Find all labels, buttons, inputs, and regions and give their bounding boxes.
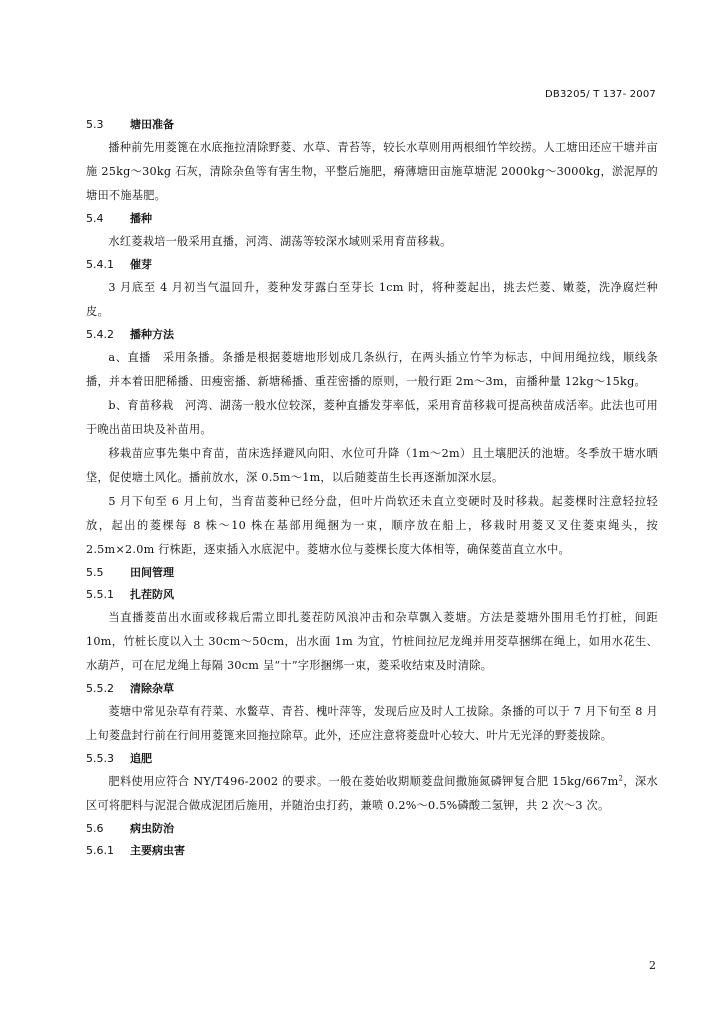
section-title: 播种方法 xyxy=(130,328,174,341)
section-heading xyxy=(86,254,658,276)
section-heading xyxy=(86,748,658,770)
section-heading xyxy=(86,562,658,584)
section-number: 5.4 xyxy=(86,212,104,225)
section-title: 播种 xyxy=(130,212,152,225)
section-number: 5.3 xyxy=(86,118,104,131)
text-run: 肥料使用应符合 NY/T496-2002 的要求。一般在菱始收期顺菱盘间撒施氮磷钾复合肥 15kg/667m xyxy=(108,775,619,788)
section-title: 清除杂草 xyxy=(130,682,174,695)
section-number: 5.5.3 xyxy=(86,752,114,765)
section-heading xyxy=(86,584,658,606)
section-title: 病虫防治 xyxy=(130,822,174,835)
section-number: 5.5.2 xyxy=(86,682,114,695)
section-heading xyxy=(86,840,658,862)
text-run: ，深水区可将肥料与泥混合做成泥团后施用，并随治虫打药，兼喷 0.2%～0.5%磷酸二氢钾，共 2 次～3 次。 xyxy=(86,775,658,812)
section-title: 主要病虫害 xyxy=(130,844,185,857)
paragraph: 5 月下旬至 6 月上旬，当育苗菱种已经分盘，但叶片尚软还未直立变硬时及时移栽。起菱棵时注意轻拉轻放，起出的菱棵每 8 株～10 株在基部用绳捆为一束，顺序放在船上，移栽时用菱叉叉住菱束绳头，按 2.5m×2.0m 行株距，逐束插入水底泥中。菱塘水位与菱棵长度大体相等，确保菱苗直立水中。 xyxy=(86,495,658,556)
section-number: 5.5.1 xyxy=(86,588,114,601)
paragraph: 当直播菱苗出水面或移栽后需立即扎菱茬防风浪冲击和杂草飘入菱塘。方法是菱塘外围用毛竹打桩，间距 10m，竹桩长度以入土 30cm～50cm，出水面 1m 为宜，竹桩间拉尼龙绳并用茭草捆绑在绳上，如用水花生、水葫芦，可在尼龙绳上每隔 30cm 呈“十”字形捆绑一束，菱采收结束及时清除。 xyxy=(86,611,658,672)
paragraph xyxy=(86,770,658,818)
paragraph: 移栽苗应事先集中育苗，苗床选择避风向阳、水位可升降（1m～2m）且土壤肥沃的池塘。冬季放干塘水晒垡，促使塘土风化。播前放水，深 0.5m～1m，以后随菱苗生长再逐渐加深水层。 xyxy=(86,447,658,484)
page-number: 2 xyxy=(649,959,656,972)
section-number: 5.4.1 xyxy=(86,258,114,271)
section-heading xyxy=(86,114,658,136)
paragraph: 水红菱栽培一般采用直播，河湾、湖荡等较深水域则采用育苗移栽。 xyxy=(108,235,452,248)
section-title: 催芽 xyxy=(130,258,152,271)
section-number: 5.5 xyxy=(86,566,104,579)
standard-number: DB3205/ T 137- 2007 xyxy=(545,89,656,100)
section-heading xyxy=(86,208,658,230)
section-number: 5.4.2 xyxy=(86,328,114,341)
superscript: 2 xyxy=(618,774,624,783)
section-number: 5.6 xyxy=(86,822,104,835)
paragraph: b、育苗移栽 河湾、湖荡一般水位较深，菱种直播发芽率低，采用育苗移栽可提高秧苗成活率。此法也可用于晚出苗田块及补苗用。 xyxy=(86,399,658,436)
document-body xyxy=(86,114,658,862)
section-heading xyxy=(86,818,658,840)
section-title: 塘田准备 xyxy=(130,118,174,131)
paragraph: 3 月底至 4 月初当气温回升，菱种发芽露白至芽长 1cm 时，将种菱起出，挑去烂菱、嫩菱，洗净腐烂种皮。 xyxy=(86,281,658,318)
section-heading xyxy=(86,678,658,700)
paragraph: 菱塘中常见杂草有荇菜、水鳖草、青苔、槐叶萍等，发现后应及时人工拔除。条播的可以于 7 月下旬至 8 月上旬菱盘封行前在行间用菱篦来回拖拉除草。此外，还应注意将菱盘叶心较大、叶片无光泽的野菱拔除。 xyxy=(86,705,658,742)
paragraph: 播种前先用菱篦在水底拖拉清除野菱、水草、青苔等，较长水草则用两根细竹竿绞捞。人工塘田还应干塘并亩施 25kg～30kg 石灰，清除杂鱼等有害生物，平整后施肥，瘠薄塘田亩施草塘泥 2000kg～3000kg，淤泥厚的塘田不施基肥。 xyxy=(86,141,658,202)
section-title: 田间管理 xyxy=(130,566,174,579)
section-title: 扎茬防风 xyxy=(130,588,174,601)
section-heading xyxy=(86,324,658,346)
section-number: 5.6.1 xyxy=(86,844,114,857)
paragraph: a、直播 采用条播。条播是根据菱塘地形划成几条纵行，在两头插立竹竿为标志，中间用绳拉线，顺线条播，并本着田肥稀播、田瘦密播、新塘稀播、重茬密播的原则，一般行距 2m～3m，亩播种量 12kg～15kg。 xyxy=(86,351,658,388)
section-title: 追肥 xyxy=(130,752,152,765)
